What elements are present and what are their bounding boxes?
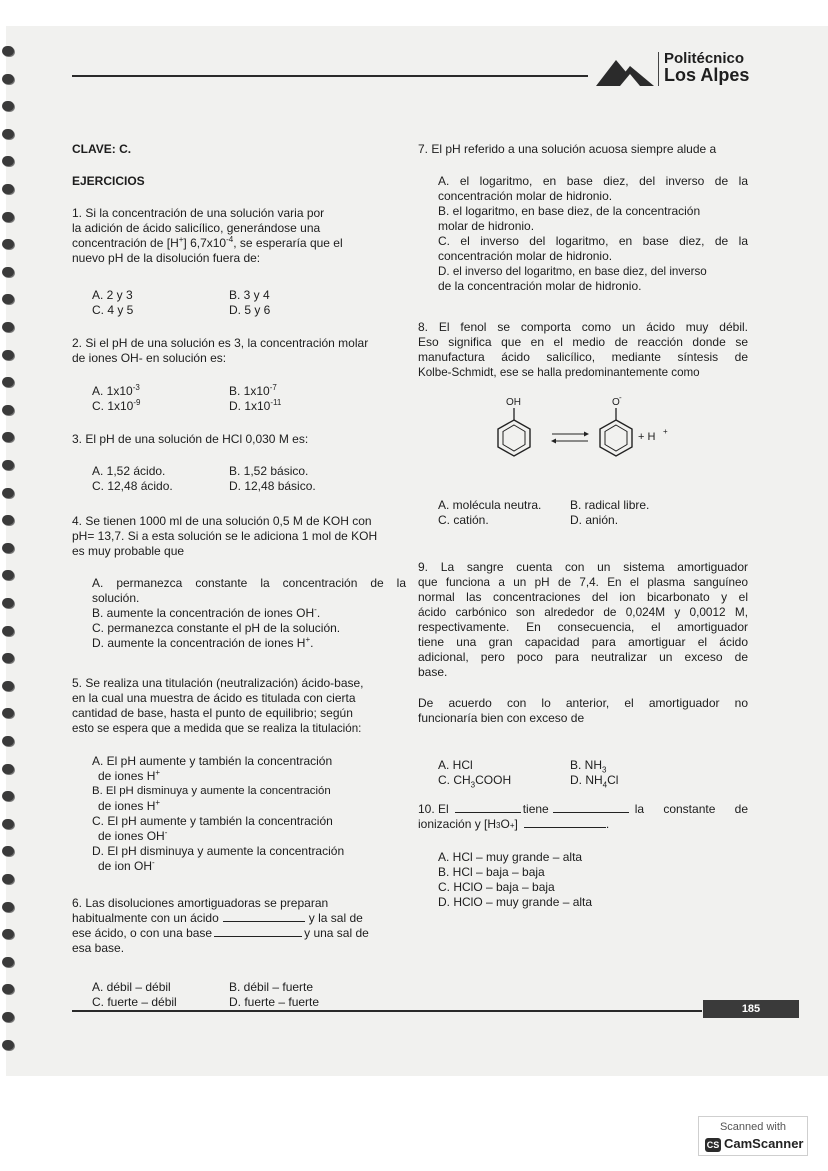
option-a[interactable]: A. HCl – muy grande – alta xyxy=(438,850,583,864)
camscanner-logo-icon: CS xyxy=(706,1139,720,1150)
option-a[interactable]: A. El pH aumente y también la concentración xyxy=(92,754,333,768)
binding-ring xyxy=(2,294,14,304)
question-7: 7. El pH referido a una solución acuosa siempre alude a xyxy=(418,142,717,156)
q1-options xyxy=(92,288,379,318)
binding-ring xyxy=(2,708,14,718)
option-c[interactable]: C. 12,48 ácido. xyxy=(92,479,173,493)
binding-ring xyxy=(2,653,14,663)
option-a[interactable]: A. $1x10^{-3}$ xyxy=(92,383,140,398)
option-d[interactable]: D. $NH_4Cl$ xyxy=(570,773,619,790)
footer-rule xyxy=(72,1010,702,1012)
fill-blank[interactable] xyxy=(223,911,305,922)
option-b[interactable]: B. El pH disminuya y aumente la concentración xyxy=(92,785,331,797)
q9-options xyxy=(438,758,720,788)
phenol-molecule xyxy=(498,397,530,456)
q1-text-line3: concentración de [H+] $6,7x10^{-4}$, se esperaría que el xyxy=(72,235,343,250)
o-charge: - xyxy=(619,394,622,402)
q7-options xyxy=(438,174,748,294)
binding-ring xyxy=(2,432,14,442)
binding-ring xyxy=(2,74,14,84)
binding-ring xyxy=(2,156,14,166)
page-number: 185 xyxy=(703,1000,799,1018)
question-2: 2. Si el pH de una solución es 3, la concentración molar de iones OH- en solución es: xyxy=(72,336,404,366)
brand-name-line2: Los Alpes xyxy=(664,65,750,85)
q2-text-line2: de iones OH- en solución es: xyxy=(72,351,227,365)
option-a[interactable]: A. 2 y 3 xyxy=(92,288,133,302)
binding-ring xyxy=(2,543,14,553)
binding-ring xyxy=(2,957,14,967)
brand-logo xyxy=(594,50,754,90)
option-c[interactable]: C. $CH_3COOH$ xyxy=(438,773,512,790)
q5-options xyxy=(92,754,392,874)
q3-text: El pH de una solución de HCl 0,030 M es: xyxy=(85,432,309,446)
q5-text-line3: cantidad de base, hasta el punto de equilibrio; según xyxy=(72,706,353,720)
binding-ring xyxy=(2,377,14,387)
q3-options xyxy=(92,464,379,494)
binding-ring xyxy=(2,101,14,111)
option-d-cont: de ion OH- xyxy=(98,858,155,873)
q6-text-line3: ese ácido, o con una base y una sal de xyxy=(72,926,369,940)
q4-options xyxy=(92,576,406,651)
option-a-cont: concentración molar de hidronio. xyxy=(438,189,613,203)
fill-blank[interactable] xyxy=(214,926,302,937)
q8-text-line4: Kolbe-Schmidt, ese se halla predominantemente como xyxy=(418,366,700,379)
option-d[interactable]: D. anión. xyxy=(570,513,619,527)
answer-key: CLAVE: C. xyxy=(72,142,132,156)
q1-text-line4: nuevo pH de la disolución fuera de: xyxy=(72,251,261,265)
q6-text-line4: esa base. xyxy=(72,941,125,955)
q4-text-line1: Se tienen 1000 ml de una solución 0,5 M de KOH con xyxy=(85,514,372,528)
option-a[interactable]: A. el logaritmo, en base diez, del inverso de la xyxy=(438,174,748,188)
binding-ring xyxy=(2,46,14,56)
phenol-equilibrium-diagram xyxy=(488,394,718,470)
binding-ring xyxy=(2,129,14,139)
option-c[interactable]: C. 4 y 5 xyxy=(92,303,134,317)
plus-h-label: + H xyxy=(638,431,656,443)
binding-ring xyxy=(2,184,14,194)
brand-name xyxy=(664,50,749,84)
fill-blank[interactable] xyxy=(524,817,606,828)
option-c[interactable]: C. el inverso del logaritmo, en base diez, de la xyxy=(438,234,748,248)
q10-text-line2: ionización y [H 3 O + ] . xyxy=(418,817,610,831)
binding-ring xyxy=(2,736,14,746)
q8-text-line3: manufactura ácido salicílico, mediante síntesis de xyxy=(418,350,748,364)
option-b-cont: molar de hidronio. xyxy=(438,219,535,233)
binding-ring xyxy=(2,681,14,691)
q8-text-line2: Eso significa que en el medio de reacción donde se xyxy=(418,335,748,349)
plus-h-charge: + xyxy=(663,427,668,436)
question-10 xyxy=(418,802,748,832)
binding-ring xyxy=(2,929,14,939)
question-4: 4. Se tienen 1000 ml de una solución 0,5 M de KOH con pH= 13,7. Si a esta solución se le adiciona 1 mol de KOH es muy probable que xyxy=(72,514,404,559)
option-d[interactable]: D. $1x10^{-11}$ xyxy=(229,398,282,413)
q9-text-line2: que funciona a un pH de 7,4. En el plasma sanguíneo xyxy=(418,576,748,589)
option-c-cont: de iones OH- xyxy=(98,828,168,843)
q9-text-line4: ácido carbónico son alrededor de 0,024M y 0,0012 M, xyxy=(418,605,748,619)
q8-options xyxy=(438,498,720,528)
fill-blank[interactable] xyxy=(455,802,521,813)
binding-ring xyxy=(2,239,14,249)
binding-ring xyxy=(2,819,14,829)
binding-ring xyxy=(2,902,14,912)
section-heading: EJERCICIOS xyxy=(72,174,145,188)
q2-options xyxy=(92,384,379,414)
binding-ring xyxy=(2,598,14,608)
brand-name-line1: Politécnico xyxy=(664,50,745,67)
option-c[interactable]: C. HClO – baja – baja xyxy=(438,880,555,894)
binding-ring xyxy=(2,267,14,277)
option-b[interactable]: B. débil – fuerte xyxy=(229,980,314,994)
binding-ring xyxy=(2,322,14,332)
option-b[interactable]: B. 1,52 básico. xyxy=(229,464,309,478)
option-a[interactable]: A. molécula neutra. xyxy=(438,498,542,512)
binding-ring xyxy=(2,626,14,636)
option-b[interactable]: B. HCl – baja – baja xyxy=(438,865,545,879)
q4-text-line3: es muy probable que xyxy=(72,544,185,558)
option-d-cont: de la concentración molar de hidronio. xyxy=(438,279,642,293)
q8-text-line1: El fenol se comporta como un ácido muy débil. xyxy=(438,320,748,334)
q1-text-line1: Si la concentración de una solución varia por xyxy=(85,206,325,220)
header-rule xyxy=(72,75,588,77)
option-d[interactable]: D. HClO – muy grande – alta xyxy=(438,895,593,909)
phenoxide-molecule xyxy=(600,394,632,456)
q9-text-line3: normal las concentraciones del ion bicarbonato y el xyxy=(418,590,748,604)
option-c[interactable]: C. $1x10^{-9}$ xyxy=(92,398,141,413)
q1-text-line2: la adición de ácido salicílico, generándose una xyxy=(72,221,321,235)
q9-text-line9: De acuerdo con lo anterior, el amortiguador no xyxy=(418,696,748,710)
q7-text: El pH referido a una solución acuosa siempre alude a xyxy=(431,142,717,156)
option-d[interactable]: D. aumente la concentración de iones H+. xyxy=(92,635,314,650)
binding-ring xyxy=(2,488,14,498)
spiral-binding xyxy=(6,26,20,1076)
binding-ring xyxy=(2,405,14,415)
option-c[interactable]: C. El pH aumente y también la concentración xyxy=(92,814,333,828)
o-label: O xyxy=(612,397,620,408)
binding-ring xyxy=(2,791,14,801)
q9-text-line7: adicional, pero poco para neutralizar un exceso de xyxy=(418,650,748,664)
option-b[interactable]: B. aumente la concentración de iones OH-. xyxy=(92,605,321,620)
q6-text-line1: Las disoluciones amortiguadoras se preparan xyxy=(85,896,329,910)
q9-text-line8: base. xyxy=(418,665,448,679)
q10-options xyxy=(438,850,592,910)
option-d[interactable]: D. fuerte – fuerte xyxy=(229,995,320,1009)
binding-ring xyxy=(2,846,14,856)
logo-divider xyxy=(658,52,659,86)
q5-text-line1: Se realiza una titulación (neutralización) ácido-base, xyxy=(85,676,364,690)
equilibrium-arrows-icon xyxy=(551,432,589,444)
mountain-logo-icon xyxy=(594,52,656,88)
binding-ring xyxy=(2,874,14,884)
q5-text-line2: en la cual una muestra de ácido es titulada con cierta xyxy=(72,691,356,705)
option-a[interactable]: A. permanezca constante la concentración de la xyxy=(92,576,406,590)
option-b[interactable]: B. el logaritmo, en base diez, de la concentración xyxy=(438,204,701,218)
binding-ring xyxy=(2,1012,14,1022)
option-a[interactable]: A. 1,52 ácido. xyxy=(92,464,166,478)
option-b[interactable]: B. 3 y 4 xyxy=(229,288,270,302)
q6-text-line2: habitualmente con un ácido y la sal de xyxy=(72,911,363,925)
question-5: 5. Se realiza una titulación (neutralización) ácido-base, en la cual una muestra de ácido es titulada con cierta cantidad de base, hasta el punto de equilibrio; según esto se espera que a medida que se realiza la titulación: xyxy=(72,676,404,736)
binding-ring xyxy=(2,515,14,525)
oh-label: OH xyxy=(506,397,521,408)
option-c[interactable]: C. catión. xyxy=(438,513,489,527)
option-a[interactable]: A. HCl xyxy=(438,758,473,772)
option-b[interactable]: B. radical libre. xyxy=(570,498,650,512)
option-b-cont: de iones H+ xyxy=(98,798,161,813)
binding-ring xyxy=(2,764,14,774)
question-9: 9. La sangre cuenta con un sistema amortiguador que funciona a un pH de 7,4. En el plasma sanguíneo normal las concentraciones del ion bicarbonato y el ácido carbónico son alrededor de 0,024M y 0,0012 M, respectivamente. En consecuencia, el amortiguador tiene una gran capacidad para amortiguar el ácido adicional, pero poco para neutralizar un exceso de base. De acuerdo con lo anterior, el amortiguador no funcionaría bien con exceso de xyxy=(418,560,748,725)
option-c-cont: concentración molar de hidronio. xyxy=(438,249,613,263)
question-1: 1. Si la concentración de una solución varia por la adición de ácido salicílico, generándose una concentración de [H+] $6,7x10^{-4}$, se esperaría que el nuevo pH de la disolución fuera de: xyxy=(72,206,404,266)
q9-text-line1: La sangre cuenta con un sistema amortiguador xyxy=(440,560,748,574)
binding-ring xyxy=(2,350,14,360)
q9-text-line6: tiene una gran capacidad para amortiguar el ácido xyxy=(418,635,748,649)
option-a-cont: de iones H+ xyxy=(98,768,161,783)
option-c[interactable]: C. fuerte – débil xyxy=(92,995,177,1009)
q10-text-line1: 10. El tiene la constante de xyxy=(418,802,748,816)
question-6: 6. Las disoluciones amortiguadoras se preparan habitualmente con un ácido y la sal de ese ácido, o con una base y una sal de esa base. xyxy=(72,896,404,956)
option-b[interactable]: B. $NH_3$ xyxy=(570,758,607,775)
q4-text-line2: pH= 13,7. Si a esta solución se le adiciona 1 mol de KOH xyxy=(72,529,378,543)
binding-ring xyxy=(2,460,14,470)
option-d[interactable]: D. El pH disminuya y aumente la concentración xyxy=(92,844,345,858)
q2-text-line1: Si el pH de una solución es 3, la concentración molar xyxy=(85,336,369,350)
q6-options xyxy=(92,980,379,1010)
option-b[interactable]: B. $1x10^{-7}$ xyxy=(229,383,277,398)
option-c[interactable]: C. permanezca constante el pH de la solución. xyxy=(92,621,341,635)
option-d[interactable]: D. el inverso del logaritmo, en base diez, del inverso xyxy=(438,265,707,278)
q5-text-line4: esto se espera que a medida que se realiza la titulación: xyxy=(72,722,362,735)
question-3: 3. El pH de una solución de HCl 0,030 M es: xyxy=(72,432,309,446)
option-d[interactable]: D. 12,48 básico. xyxy=(229,479,316,493)
fill-blank[interactable] xyxy=(553,802,629,813)
binding-ring xyxy=(2,570,14,580)
scanner-watermark xyxy=(698,1116,808,1156)
option-d[interactable]: D. 5 y 6 xyxy=(229,303,271,317)
binding-ring xyxy=(2,212,14,222)
binding-ring xyxy=(2,1040,14,1050)
q9-text-line10: funcionaría bien con exceso de xyxy=(418,711,585,725)
option-a-cont: solución. xyxy=(92,591,140,605)
binding-ring xyxy=(2,984,14,994)
q9-text-line5: respectivamente. En consecuencia, el amortiguador xyxy=(418,620,748,634)
watermark-line1: Scanned with xyxy=(719,1121,787,1133)
option-a[interactable]: A. débil – débil xyxy=(92,980,171,994)
watermark-line2: CS CamScanner xyxy=(706,1136,804,1151)
question-8: 8. El fenol se comporta como un ácido muy débil. Eso significa que en el medio de reacción donde se manufactura ácido salicílico, mediante síntesis de Kolbe-Schmidt, ese se halla predominantemente como xyxy=(418,320,748,379)
